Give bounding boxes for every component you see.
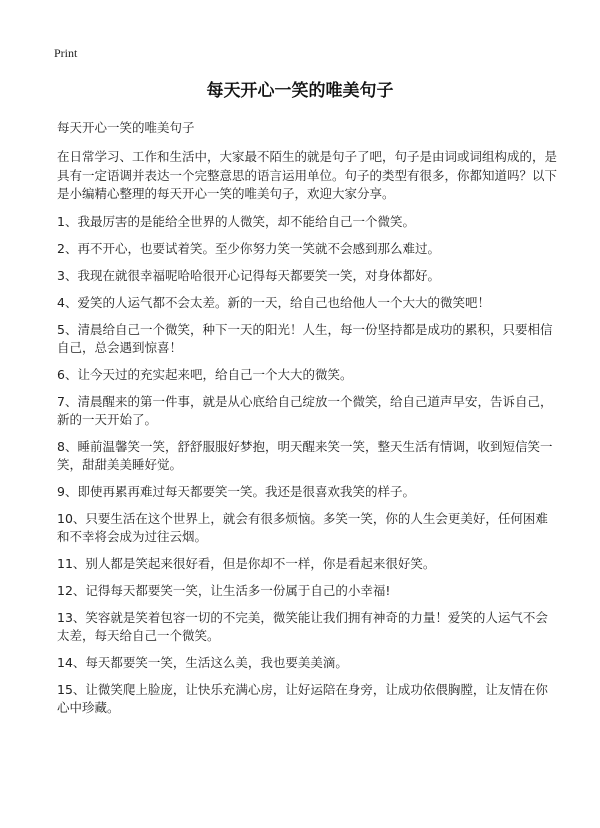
sentence-item-2: 2、再不开心，也要试着笑。至少你努力笑一笑就不会感到那么难过。 xyxy=(57,240,440,256)
print-link[interactable]: Print xyxy=(54,46,78,60)
sentence-item-1: 1、我最厉害的是能给全世界的人微笑，却不能给自己一个微笑。 xyxy=(57,213,415,229)
sentence-item-14: 14、每天都要笑一笑，生活这么美，我也要美美滴。 xyxy=(57,654,348,670)
sentence-item-13: 13、笑容就是笑着包容一切的不完美，微笑能让我们拥有神奇的力量！爱笑的人运气不会太差，每天给自己一个微笑。 xyxy=(57,609,548,643)
document-body xyxy=(57,119,557,726)
sentence-item-15: 15、让微笑爬上脸庞，让快乐充满心房，让好运陪在身旁，让成功依偎胸膛，让友情在你心中珍藏。 xyxy=(57,681,548,715)
sentence-item-7: 7、清晨醒来的第一件事，就是从心底给自己绽放一个微笑，给自己道声早安，告诉自己，新的一天开始了。 xyxy=(57,393,553,427)
sentence-item-10: 10、只要生活在这个世界上，就会有很多烦恼。多笑一笑，你的人生会更美好，任何困难和不幸将会成为过往云烟。 xyxy=(57,510,548,544)
sentence-item-8: 8、睡前温馨笑一笑，舒舒服服好梦抱，明天醒来笑一笑，整天生活有情调，收到短信笑一笑，甜甜美美睡好觉。 xyxy=(57,438,553,472)
sentence-item-4: 4、爱笑的人运气都不会太差。新的一天，给自己也给他人一个大大的微笑吧！ xyxy=(57,294,490,310)
document-subtitle: 每天开心一笑的唯美句子 xyxy=(57,120,195,135)
sentence-item-12: 12、记得每天都要笑一笑，让生活多一份属于自己的小幸福! xyxy=(57,582,391,598)
sentence-item-11: 11、别人都是笑起来很好看，但是你却不一样，你是看起来很好笑。 xyxy=(57,555,436,571)
sentence-item-3: 3、我现在就很幸福呢哈哈很开心记得每天都要笑一笑，对身体都好。 xyxy=(57,267,440,283)
page-title: 每天开心一笑的唯美句子 xyxy=(206,81,394,101)
intro-paragraph: 在日常学习、工作和生活中，大家最不陌生的就是句子了吧，句子是由词或词组构成的，是具有一定语调并表达一个完整意思的语言运用单位。句子的类型有很多，你都知道吗？以下是小编精心整理的每天开心一笑的唯美句子，欢迎大家分享。 xyxy=(57,149,558,201)
sentence-item-6: 6、让今天过的充实起来吧，给自己一个大大的微笑。 xyxy=(57,366,353,382)
sentence-item-5: 5、清晨给自己一个微笑，种下一天的阳光！人生，每一份坚持都是成功的累积，只要相信自己，总会遇到惊喜！ xyxy=(57,321,553,355)
sentence-item-9: 9、即使再累再难过每天都要笑一笑。我还是很喜欢我笑的样子。 xyxy=(57,483,415,499)
